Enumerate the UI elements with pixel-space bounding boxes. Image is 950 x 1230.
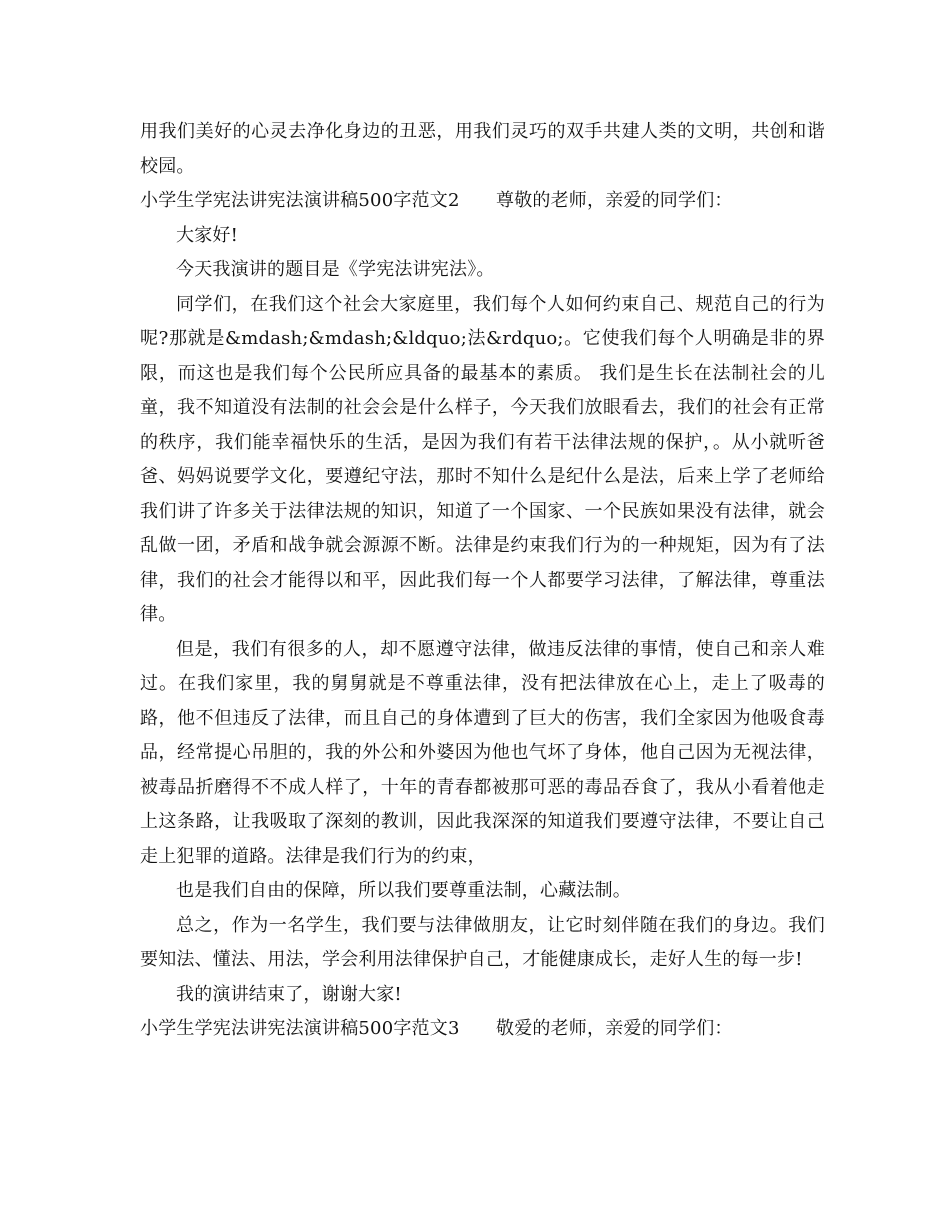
section-heading-2: 小学生学宪法讲宪法演讲稿500字范文2 尊敬的老师，亲爱的同学们： — [140, 190, 733, 211]
paragraph-closing-line: 用我们美好的心灵去净化身边的丑恶，用我们灵巧的双手共建人类的文明，共创和谐校园。 — [140, 121, 825, 177]
paragraph-body-2: 但是，我们有很多的人，却不愿遵守法律，做违反法律的事情，使自己和亲人难过。在我们家里，我的舅舅就是不尊重法律，没有把法律放在心上，走上了吸毒的路，他不但违反了法律，而且自己的身体遭到了巨大的伤害，我们全家因为他吸食毒品，经常提心吊胆的，我的外公和外婆因为他也气坏了身体，他自己因为无视法律，被毒品折磨得不不成人样了，十年的青春都被那可恶的毒品吞食了，我从小看着他走上这条路，让我吸取了深刻的教训，因此我深深的知道我们要遵守法律，不要让自己走上犯罪的道路。法律是我们行为的约束， — [140, 638, 825, 867]
section-heading-3: 小学生学宪法讲宪法演讲稿500字范文3 敬爱的老师，亲爱的同学们： — [140, 1018, 733, 1039]
paragraph-greeting: 大家好! — [176, 224, 239, 246]
paragraph-thanks: 我的演讲结束了，谢谢大家! — [176, 983, 402, 1005]
document-body — [140, 115, 825, 1047]
paragraph-topic: 今天我演讲的题目是《学宪法讲宪法》。 — [176, 259, 495, 280]
paragraph-body-1: 同学们，在我们这个社会大家庭里，我们每个人如何约束自己、规范自己的行为呢?那就是&mdash;&mdash;&ldquo;法&rdquo;。它使我们每个人明确是非的界限，而这也是我们每个公民所应具备的最基本的素质。 我们是生长在法制社会的儿童，我不知道没有法制的社会会是什么样子，今天我们放眼看去，我们的社会有正常的秩序，我们能幸福快乐的生活，是因为我们有若干法律法规的保护，。从小就听爸爸、妈妈说要学文化，要遵纪守法，那时不知什么是纪什么是法，后来上学了老师给我们讲了许多关于法律法规的知识，知道了一个国家、一个民族如果没有法律，就会乱做一团，矛盾和战争就会源源不断。法律是约束我们行为的一种规矩，因为有了法律，我们的社会才能得以和平，因此我们每一个人都要学习法律，了解法律，尊重法律。 — [140, 293, 825, 625]
paragraph-conclusion: 总之，作为一名学生，我们要与法律做朋友，让它时刻伴随在我们的身边。我们要知法、懂法、用法，学会利用法律保护自己，才能健康成长，走好人生的每一步! — [140, 914, 825, 970]
paragraph-body-3: 也是我们自由的保障，所以我们要尊重法制，心藏法制。 — [176, 880, 631, 901]
